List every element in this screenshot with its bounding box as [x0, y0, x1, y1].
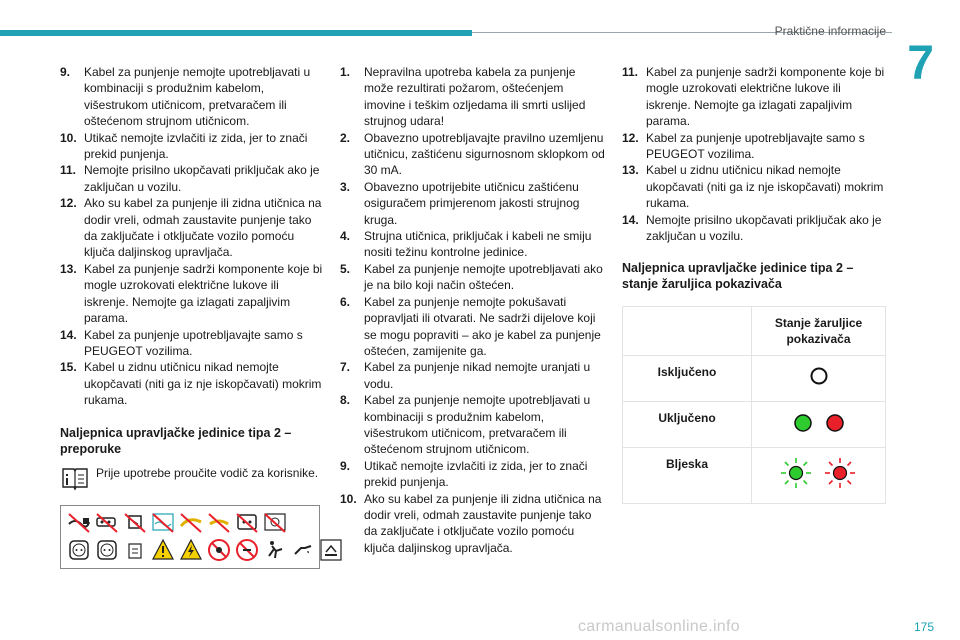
column-3: [622, 64, 887, 504]
manual-icon: [60, 465, 90, 491]
list-item: [340, 130, 605, 179]
state-label: Bljeska: [623, 448, 752, 503]
indicator-status-table: [622, 306, 886, 503]
section-heading: Naljepnica upravljačke jedinice tipa 2 – stanje žaruljica pokazivača: [622, 261, 854, 292]
list-item: [340, 179, 605, 228]
list-item: [60, 64, 325, 130]
list-item: [60, 359, 325, 408]
list-item: [60, 261, 325, 327]
item-number: 10.: [60, 130, 77, 145]
table-row: [623, 402, 886, 448]
table-header-row: [623, 307, 886, 356]
item-number: 1.: [340, 65, 351, 79]
item-text: Obavezno upotrijebite utičnicu zaštićenu osiguračem primjerenom jakosti strujnog kruga.: [364, 179, 580, 227]
item-number: 15.: [60, 360, 77, 375]
no-extension-cable-icon: [67, 510, 91, 534]
chapter-number: 7: [907, 37, 934, 90]
list-item: [622, 212, 887, 245]
list-item: [622, 162, 887, 211]
item-number: 3.: [340, 179, 351, 194]
item-number: 2.: [340, 130, 351, 145]
item-text: Ako su kabel za punjenje ili zidna utičnica na dodir vreli, odmah zaustavite punjenje tako da zaključate i otključate vozilo pomoću ključa daljinskog upravljača.: [84, 196, 322, 260]
column-2: [340, 64, 605, 556]
list-item: [340, 64, 605, 130]
item-number: 9.: [60, 65, 71, 79]
list-item: [340, 228, 605, 261]
no-damaged-socket-icon: [235, 510, 259, 534]
item-number: 11.: [60, 163, 77, 178]
page-number: 175: [913, 620, 934, 634]
item-text: Kabel za punjenje nemojte upotrebljavati u kombinaciji s produžnim kabelom, višestrukom utičnicom, pretvaračem ili oštećenom strujnom utičnicom.: [84, 65, 311, 129]
item-text: Kabel za punjenje nemojte upotrebljavati u kombinaciji s produžnim kabelom, višestrukom utičnicom, pretvaračem ili oštećenom strujnom utičnicom.: [364, 393, 591, 457]
table-header-cell: Stanje žaruljice pokazivača: [752, 307, 886, 356]
list-item: [340, 491, 605, 557]
item-text: Utikač nemojte izvlačiti iz zida, jer to znači prekid punjenja.: [84, 130, 308, 162]
list-item: [340, 392, 605, 458]
no-cable-pull-icon: [179, 510, 203, 534]
table-row: [623, 448, 886, 503]
no-repair-icon: [263, 510, 287, 534]
warning-label-pictograms: [60, 505, 320, 569]
grounded-socket-icon: [67, 538, 91, 562]
item-text: Nemojte prisilno ukopčavati priključak ako je zaključan u vozilu.: [646, 212, 882, 244]
item-text: Kabel za punjenje upotrebljavajte samo s PEUGEOT vozilima.: [646, 130, 865, 162]
circuit-rating-icon: [123, 538, 147, 562]
item-number: 12.: [622, 130, 639, 145]
no-adapter-icon: [123, 510, 147, 534]
list-item: [60, 162, 325, 195]
table-empty-cell: [623, 307, 752, 356]
item-text: Utikač nemojte izvlačiti iz zida, jer to znači prekid punjenja.: [364, 458, 588, 490]
rcd-socket-icon: [95, 538, 119, 562]
item-text: Obavezno upotrebljavajte pravilno uzemljenu utičnicu, zaštićenu sigurnosnom sklopkom od 30 mA.: [364, 130, 605, 178]
column-1: [60, 64, 325, 569]
numbered-list: [622, 64, 887, 244]
item-text: Strujna utičnica, priključak i kabeli ne smiju nositi težinu kontrolne jedinice.: [364, 229, 592, 260]
state-indicator: [752, 356, 886, 402]
state-label: Isključeno: [623, 356, 752, 402]
item-number: 8.: [340, 393, 351, 408]
indicator-off-icon: [809, 366, 829, 386]
table-row: [623, 356, 886, 402]
watermark: carmanualsonline.info: [578, 618, 740, 635]
no-wet-hands-icon: [291, 538, 315, 562]
user-guide-note: [60, 465, 325, 491]
section-heading: Naljepnica upravljačke jedinice tipa 2 – preporuke: [60, 425, 292, 456]
no-water-icon: [151, 510, 175, 534]
indicator-on-icon: [789, 412, 849, 434]
item-text: Nemojte prisilno ukopčavati priključak ako je zaključan u vozilu.: [84, 163, 320, 194]
list-item: [622, 64, 887, 130]
item-text: Kabel za punjenje nikad nemojte uranjati u vodu.: [364, 360, 591, 391]
note-text: Prije upotrebe proučite vodič za korisnike.: [96, 465, 319, 480]
electric-hazard-icon: [151, 538, 175, 562]
state-indicator: [752, 402, 886, 448]
no-open-unit-icon: [207, 538, 231, 562]
item-text: Kabel za punjenje sadrži komponente koje bi mogle uzrokovati električne lukove ili iskrenje. Nemojte ga izlagati zapaljivim parama.: [84, 261, 323, 326]
item-text: Kabel u zidnu utičnicu nikad nemojte ukopčavati (niti ga iz nje iskopčavati) mokrim rukama.: [84, 360, 322, 408]
item-number: 7.: [340, 360, 351, 375]
list-item: [60, 327, 325, 360]
section-title: Praktične informacije: [774, 24, 886, 38]
no-multi-socket-icon: [95, 510, 119, 534]
item-number: 14.: [622, 212, 639, 227]
item-number: 14.: [60, 327, 77, 342]
item-text: Nepravilna upotreba kabela za punjenje može rezultirati požarom, oštećenjem imovine i teškim ozljedama ili smrti uslijed strujnog udara!: [364, 65, 586, 129]
state-label: Uključeno: [623, 402, 752, 448]
item-text: Ako su kabel za punjenje ili zidna utičnica na dodir vreli, odmah zaustavite punjenje tako da zaključate i otključate vozilo pomoću ključa daljinskog upravljača.: [364, 491, 602, 555]
item-number: 6.: [340, 294, 351, 309]
list-item: [340, 294, 605, 360]
item-number: 13.: [60, 261, 77, 276]
item-text: Kabel za punjenje sadrži komponente koje bi mogle uzrokovati električne lukove ili iskrenje. Nemojte ga izlagati zapaljivim parama.: [646, 65, 885, 129]
no-forced-plug-icon: [207, 510, 231, 534]
list-item: [340, 458, 605, 491]
no-tamper-icon: [235, 538, 259, 562]
list-item: [340, 261, 605, 294]
item-text: Kabel za punjenje nemojte upotrebljavati ako je na bilo koji način oštećen.: [364, 261, 603, 293]
numbered-list: [340, 64, 605, 556]
item-number: 12.: [60, 196, 77, 211]
list-item: [60, 130, 325, 163]
item-number: 9.: [340, 458, 351, 473]
item-number: 11.: [622, 65, 639, 79]
indicator-flashing-icon: [774, 456, 864, 490]
trip-hazard-icon: [263, 538, 287, 562]
list-item: [340, 359, 605, 392]
item-text: Kabel u zidnu utičnicu nikad nemojte ukopčavati (niti ga iz nje iskopčavati) mokrim rukama.: [646, 163, 884, 211]
item-number: 4.: [340, 229, 351, 244]
item-number: 10.: [340, 491, 357, 506]
list-item: [60, 195, 325, 261]
item-number: 13.: [622, 163, 639, 178]
shock-hazard-icon: [179, 538, 203, 562]
item-text: Kabel za punjenje nemojte pokušavati popravljati ili otvarati. Ne sadrži dijelove koji se mogu popraviti – ako je kabel za punjenje oštećen, zamijenite ga.: [364, 294, 601, 358]
state-indicator: [752, 448, 886, 503]
item-number: 5.: [340, 261, 351, 276]
header-accent-bar: [0, 30, 472, 36]
numbered-list: [60, 64, 325, 409]
list-item: [622, 130, 887, 163]
item-text: Kabel za punjenje upotrebljavajte samo s PEUGEOT vozilima.: [84, 327, 303, 358]
